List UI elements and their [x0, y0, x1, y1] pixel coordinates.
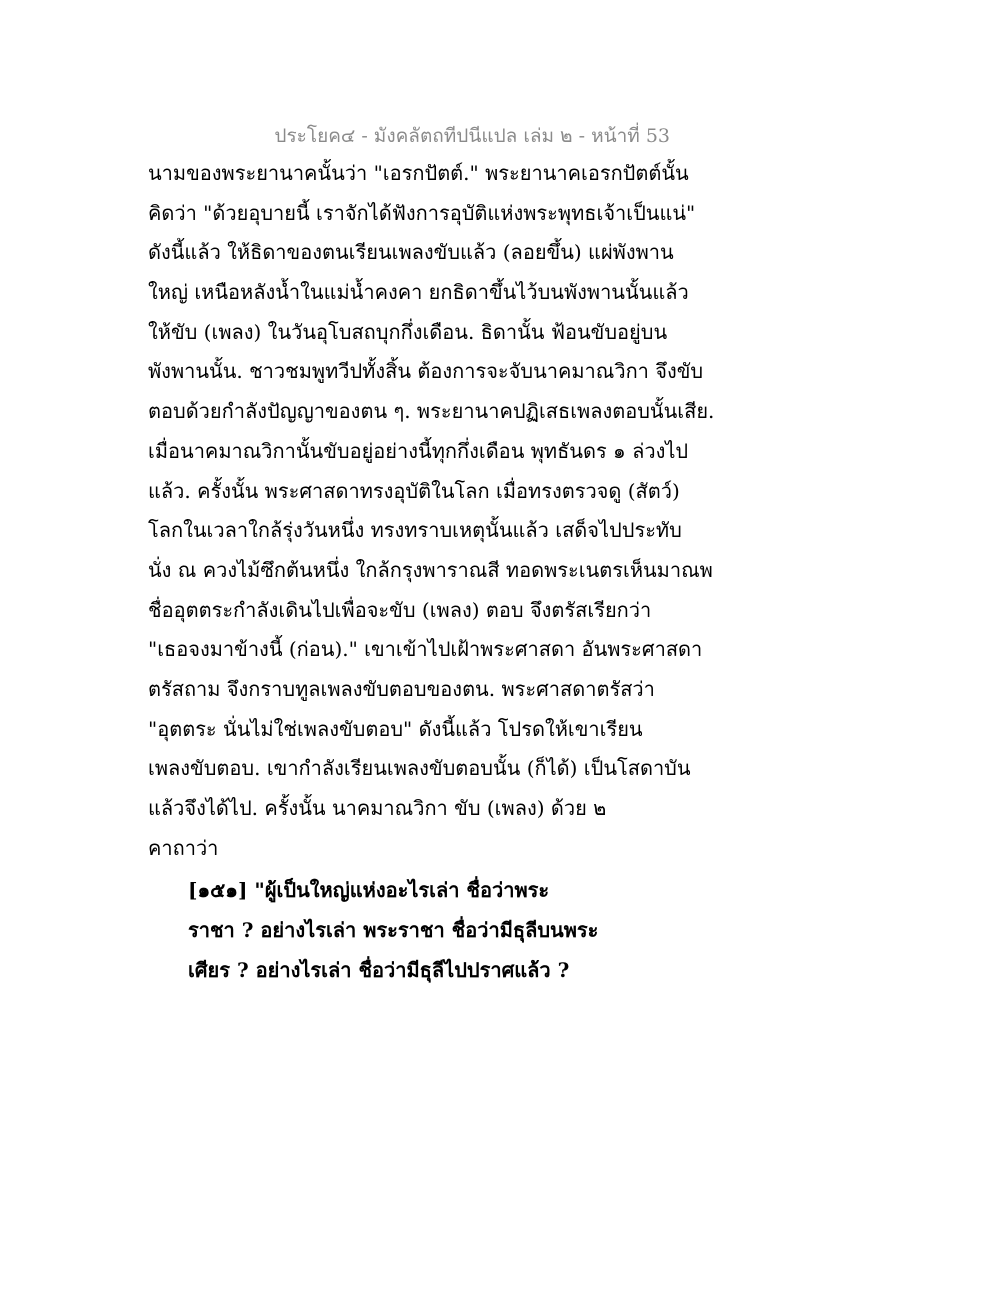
text-line: คาถาว่า [148, 835, 219, 860]
text-line: เพลงขับตอบ. เขากำลังเรียนเพลงขับตอบนั้น (ก็ได้) เป็นโสดาบัน [148, 756, 691, 781]
verse-block [188, 870, 708, 990]
text-line: "เธอจงมาข้างนี้ (ก่อน)." เขาเข้าไปเฝ้าพระศาสดา อันพระศาสดา [148, 637, 703, 662]
page-header: ประโยค๔ - มังคลัตถทีปนีแปล เล่ม ๒ - หน้าที่ 53 [274, 125, 670, 147]
text-line: เมื่อนาคมาณวิกานั้นขับอยู่อย่างนี้ทุกกึ่งเดือน พุทธันดร ๑ ล่วงไป [148, 438, 689, 463]
text-line: ให้ขับ (เพลง) ในวันอุโบสถบุกกึ่งเดือน. ธิดานั้น ฟ้อนขับอยู่บน [148, 319, 668, 344]
text-line: ชื่ออุตตระกำลังเดินไปเพื่อจะขับ (เพลง) ตอบ จึงตรัสเรียกว่า [148, 597, 652, 622]
text-line: ดังนี้แล้ว ให้ธิดาของตนเรียนเพลงขับแล้ว (ลอยขึ้น) แผ่พังพาน [148, 240, 674, 265]
text-line: ตอบด้วยกำลังปัญญาของตน ๆ. พระยานาคปฏิเสธเพลงตอบนั้นเสีย. [148, 399, 715, 424]
text-line: ตรัสถาม จึงกราบทูลเพลงขับตอบของตน. พระศาสดาตรัสว่า [148, 676, 655, 701]
text-line: "อุตตระ นั่นไม่ใช่เพลงขับตอบ" ดังนี้แล้ว โปรดให้เขาเรียน [148, 716, 643, 741]
text-line: ใหญ่ เหนือหลังน้ำในแม่น้ำคงคา ยกธิดาขึ้นไว้บนพังพานนั้นแล้ว [148, 280, 689, 305]
body-paragraph [148, 154, 715, 868]
text-line: นั่ง ณ ควงไม้ซึกต้นหนึ่ง ใกล้กรุงพาราณสี ทอดพระเนตรเห็นมาณพ [148, 557, 713, 582]
text-line: แล้วจึงได้ไป. ครั้งนั้น นาคมาณวิกา ขับ (เพลง) ด้วย ๒ [148, 796, 607, 820]
verse-line: เศียร ? อย่างไรเล่า ชื่อว่ามีธุลีไปปราศแล้ว ? [188, 958, 570, 982]
verse-line: [๑๕๑] "ผู้เป็นใหญ่แห่งอะไรเล่า ชื่อว่าพระ [188, 878, 550, 902]
text-line: แล้ว. ครั้งนั้น พระศาสดาทรงอุบัติในโลก เมื่อทรงตรวจดู (สัตว์) [148, 478, 680, 503]
text-line: พังพานนั้น. ชาวชมพูทวีปทั้งสิ้น ต้องการจะจับนาคมาณวิกา จึงขับ [148, 359, 704, 384]
text-line: คิดว่า "ด้วยอุบายนี้ เราจักได้ฟังการอุบัติแห่งพระพุทธเจ้าเป็นแน่" [148, 200, 696, 225]
text-line: โลกในเวลาใกล้รุ่งวันหนึ่ง ทรงทราบเหตุนั้นแล้ว เสด็จไปประทับ [148, 518, 682, 543]
verse-line: ราชา ? อย่างไรเล่า พระราชา ชื่อว่ามีธุลีบนพระ [188, 918, 599, 942]
text-line: นามของพระยานาคนั้นว่า "เอรกปัตต์." พระยานาคเอรกปัตต์นั้น [148, 161, 689, 185]
